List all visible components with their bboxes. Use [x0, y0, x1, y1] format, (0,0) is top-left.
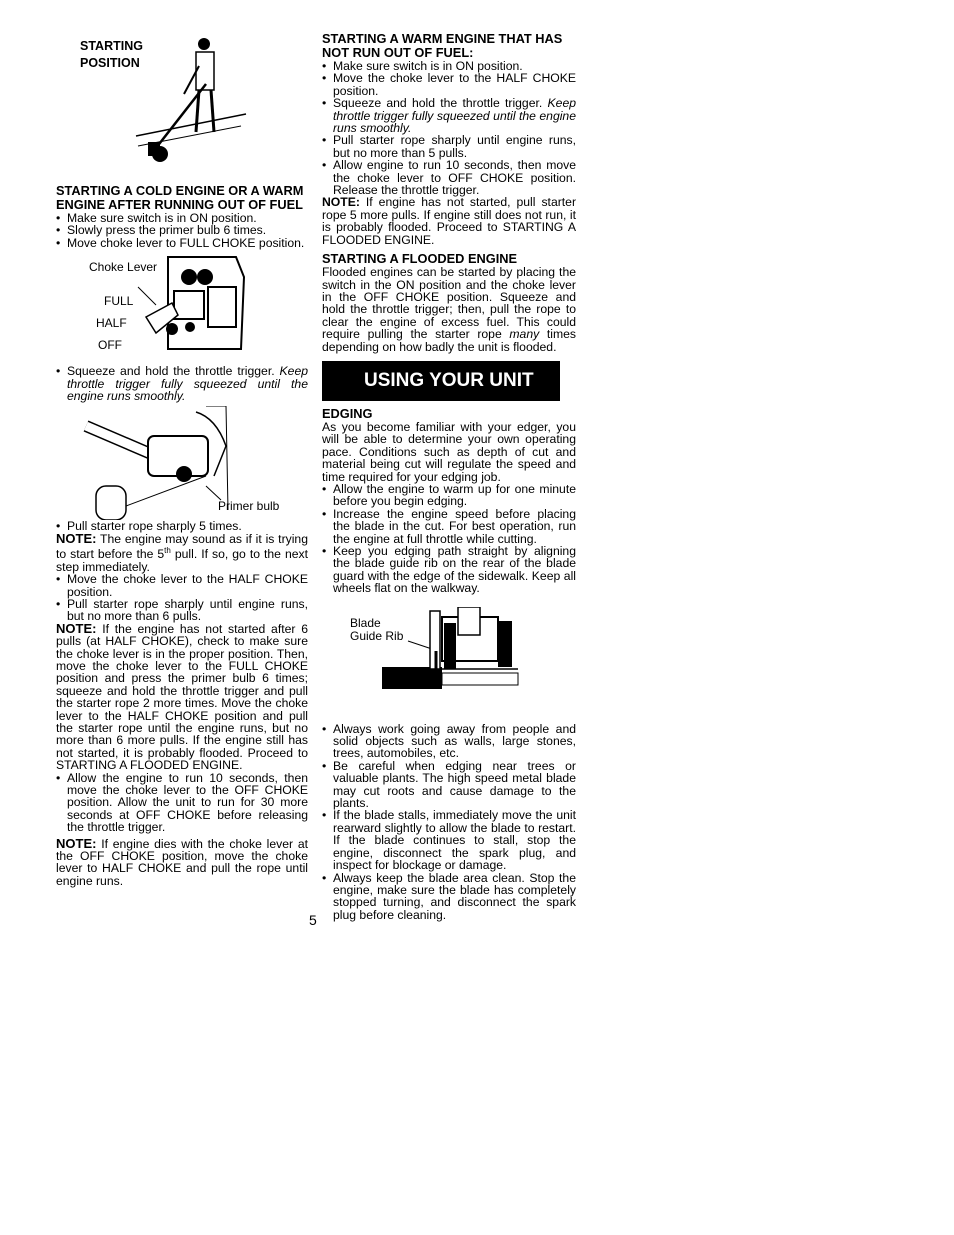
list-item: • Pull starter rope sharply until engine runs, but no more than 6 pulls. [56, 598, 308, 623]
list-item: • Be careful when edging near trees or valuable plants. The high speed metal blade may cut roots and cause damage to the plants. [322, 760, 576, 810]
list-item: • Increase the engine speed before placing the blade in the cut. For best operation, run the engine at full throttle while cutting. [322, 508, 576, 545]
list-item: • Pull starter rope sharply until engine runs, but no more than 5 pulls. [322, 134, 576, 159]
warm-engine-list [322, 60, 576, 196]
list-item: • Pull starter rope sharply 5 times. [56, 520, 308, 532]
choke-lever-figure [56, 255, 308, 361]
list-item: • Make sure switch is in ON position. [322, 60, 576, 72]
blade-label-line2: Guide Rib [350, 628, 404, 643]
list-item: • Keep you edging path straight by aligning the blade guide rib on the rear of the blade guard with the edge of the sidewalk. Keep all wheels flat on the walkway. [322, 545, 576, 595]
left-column [56, 36, 308, 887]
right-column [322, 32, 576, 921]
edging-list [322, 483, 576, 595]
primer-bulb-figure [56, 406, 308, 520]
note-2: NOTE: If the engine has not started after 6 pulls (at HALF CHOKE), check to make sure the choke lever is in the proper position. Then, move the choke lever to the FULL CHOKE position and press the primer bulb 6 times; squeeze and hold the throttle trigger and pull the starter rope 2 more times. Move the choke lever to the HALF CHOKE position and pull the starter rope until the engine runs, but no more than 6 more pulls. If the engine still has not started, it is probably flooded. Proceed to STARTING A FLOODED ENGINE. [56, 620, 308, 773]
off-label: OFF [98, 338, 122, 353]
list-item: • Move choke lever to FULL CHOKE position. [56, 237, 308, 249]
blade-label-line1: Blade [350, 615, 381, 630]
half-label: HALF [96, 316, 127, 331]
list-item: • Squeeze and hold the throttle trigger. Keep throttle trigger fully squeezed until the engine runs smoothly. [322, 97, 576, 134]
pull-list [56, 520, 308, 532]
using-your-unit-banner: USING YOUR UNIT [322, 361, 560, 401]
warm-note: NOTE: If engine has not started, pull starter rope 5 more pulls. If engine still does not run, it is probably flooded. Proceed to STARTING A FLOODED ENGINE. [322, 195, 576, 247]
full-label: FULL [104, 294, 134, 309]
list-item: • Allow the engine to run 10 seconds, then move the choke lever to the OFF CHOKE position. Allow the unit to run for 30 more seconds at OFF CHOKE before releasing the throttle trigger. [56, 772, 308, 834]
list-item: • Always keep the blade area clean. Stop the engine, make sure the blade has completely stopped turning, and disconnect the spark plug before cleaning. [322, 872, 576, 922]
starting-position-figure [56, 36, 308, 176]
flooded-engine-heading: STARTING A FLOODED ENGINE [322, 251, 518, 267]
list-item: • If the blade stalls, immediately move the unit rearward slightly to allow the blade to restart. If the blade continues to stall, stop the engine, disconnect the spark plug, and inspect for blockage or damage. [322, 809, 576, 871]
squeeze-list [56, 365, 308, 402]
allow-list [56, 772, 308, 834]
edging-intro: As you become familiar with your edger, you will be able to determine your own operating pace. Conditions such as depth of cut and material being cut will regulate the speed and time required for your edging job. [322, 419, 576, 484]
list-item: • Allow engine to run 10 seconds, then move the choke lever to OFF CHOKE position. Release the throttle trigger. [322, 159, 576, 196]
list-item: • Make sure switch is in ON position. [56, 212, 308, 224]
cold-engine-list [56, 212, 308, 249]
note-3: NOTE: If engine dies with the choke lever at the OFF CHOKE position, move the choke lever to HALF CHOKE and pull the rope until engine runs. [56, 835, 308, 888]
half-choke-list [56, 573, 308, 623]
list-item: • Allow the engine to warm up for one minute before you begin edging. [322, 483, 576, 508]
list-item: • Move the choke lever to the HALF CHOKE position. [322, 72, 576, 97]
fig-label-line1: STARTING [80, 39, 143, 53]
list-item: • Slowly press the primer bulb 6 times. [56, 224, 308, 236]
warm-engine-heading: STARTING A WARM ENGINE THAT HAS NOT RUN OUT OF FUEL: [322, 31, 563, 60]
primer-bulb-label: Primer bulb [218, 499, 280, 514]
fig-label-line2: POSITION [80, 56, 140, 70]
list-item: • Squeeze and hold the throttle trigger. Keep throttle trigger fully squeezed until the engine runs smoothly. [56, 365, 308, 402]
squeeze-italic: Keep throttle trigger fully squeezed until the engine runs smoothly. [67, 364, 308, 404]
note-1: NOTE: The engine may sound as if it is trying to start before the 5th pull. If so, go to the next step immediately. [56, 530, 308, 574]
list-item: • Always work going away from people and solid objects such as walls, large stones, trees, automobiles, etc. [322, 723, 576, 760]
safety-list [322, 723, 576, 922]
blade-guide-figure [322, 607, 576, 717]
flooded-engine-text: Flooded engines can be started by placing the switch in the ON position and the choke lever in the OFF CHOKE position. Squeeze and hold the throttle trigger; then, pull the rope to clear the engine of excess fuel. This could require pulling the starter rope many times depending on how badly the unit is flooded. [322, 265, 576, 354]
page-number: 5 [309, 912, 317, 928]
cold-engine-heading: STARTING A COLD ENGINE OR A WARM ENGINE AFTER RUNNING OUT OF FUEL [56, 183, 304, 212]
list-item: • Move the choke lever to the HALF CHOKE position. [56, 573, 308, 598]
choke-lever-label: Choke Lever [89, 260, 158, 275]
edging-heading: EDGING [322, 405, 373, 421]
